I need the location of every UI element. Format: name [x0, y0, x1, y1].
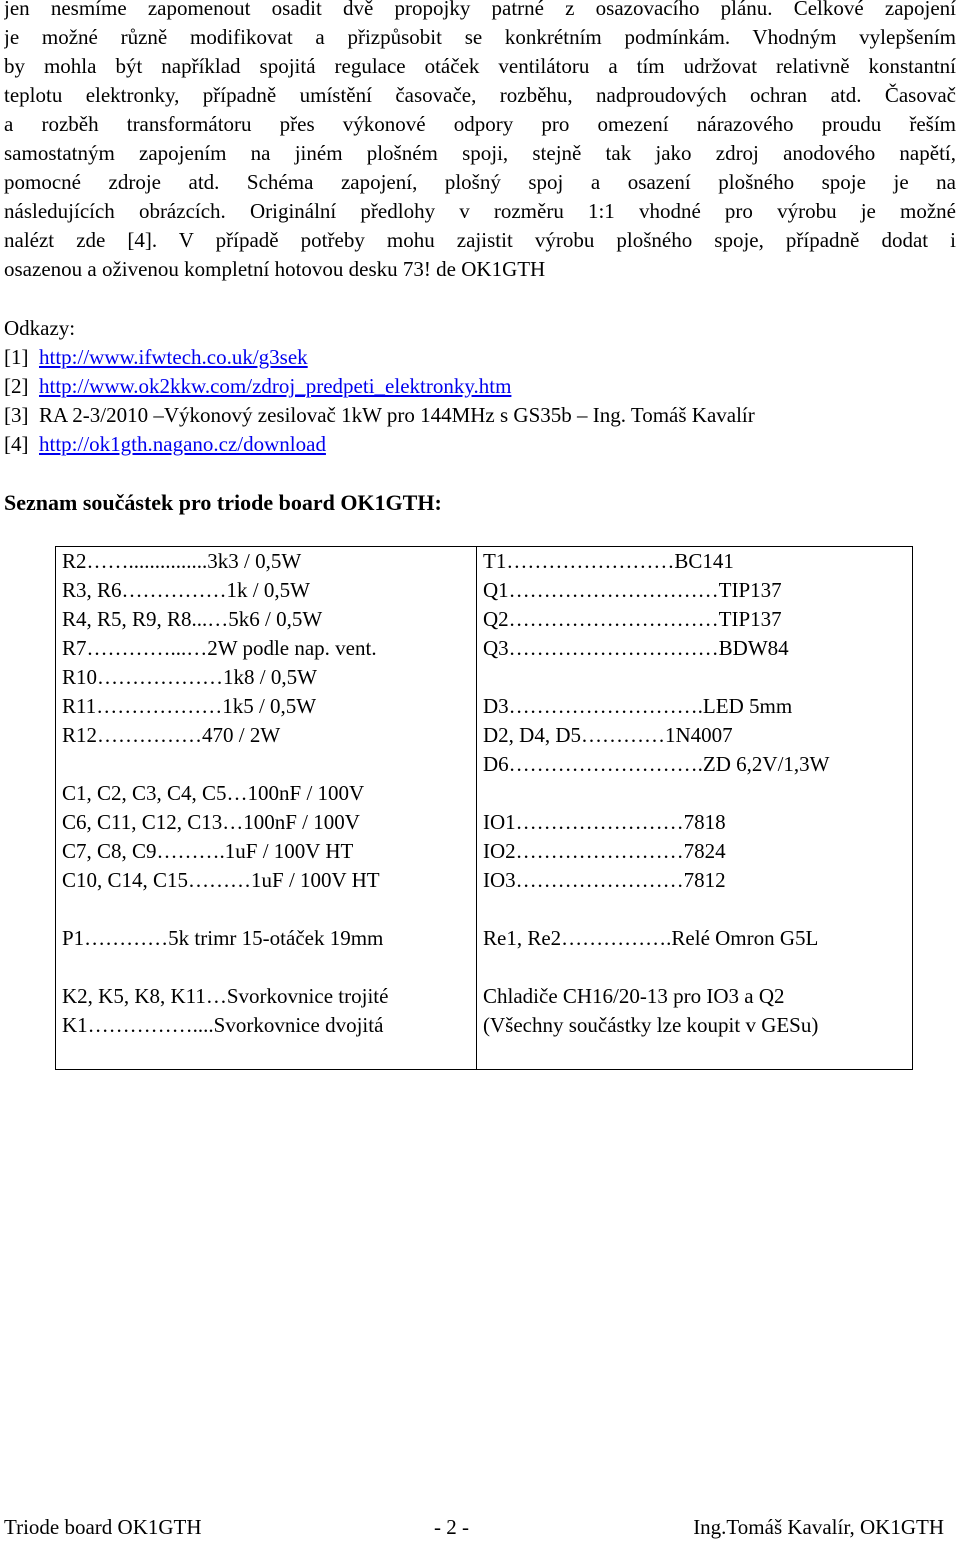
- part-entry: C1, C2, C3, C4, C5…100nF / 100V: [62, 781, 365, 805]
- part-entry: [62, 895, 470, 924]
- reference-link[interactable]: http://www.ok2kkw.com/zdroj_predpeti_elektronky.htm: [39, 374, 512, 398]
- part-entry: [62, 953, 470, 982]
- paragraph-line: je možné různě modifikovat a přizpůsobit se konkrétním podmínkám. Vhodným vylepšením: [4, 25, 956, 49]
- part-entry: [483, 953, 906, 982]
- part-entry: K1……………....Svorkovnice dvojitá: [62, 1013, 384, 1037]
- part-entry: R3, R6……………1k / 0,5W: [62, 578, 310, 602]
- part-entry: D2, D4, D5…………1N4007: [483, 723, 733, 747]
- paragraph-line: následujících obrázcích. Originální předlohy v rozměru 1:1 vhodné pro výrobu je možné: [4, 199, 956, 223]
- page-footer: [4, 1512, 944, 1542]
- references-title: Odkazy:: [4, 316, 76, 340]
- part-entry: IO3……………………7812: [483, 868, 726, 892]
- reference-number: [4]: [4, 432, 29, 456]
- reference-item: [4, 430, 956, 459]
- reference-number: [3]: [4, 403, 29, 427]
- parts-column-left: [56, 547, 477, 1070]
- paragraph-line: a rozběh transformátoru přes výkonové odpory pro omezení nárazového proudu řeším: [4, 112, 956, 136]
- body-paragraph: [4, 0, 956, 284]
- paragraph-line: osazenou a oživenou kompletní hotovou desku 73! de OK1GTH: [4, 257, 546, 281]
- part-entry: C10, C14, C15………1uF / 100V HT: [62, 868, 380, 892]
- part-entry: R11………………1k5 / 0,5W: [62, 694, 317, 718]
- reference-link[interactable]: http://www.ifwtech.co.uk/g3sek: [39, 345, 308, 369]
- reference-text: RA 2-3/2010 –Výkonový zesilovač 1kW pro 144MHz s GS35b – Ing. Tomáš Kavalír: [39, 403, 755, 427]
- part-entry: Q2…………………………TIP137: [483, 607, 782, 631]
- paragraph-line: samostatným zapojením na jiném plošném spoji, stejně tak jako zdroj anodového napětí,: [4, 141, 956, 165]
- parts-column-right: [477, 547, 913, 1070]
- reference-item: [4, 372, 956, 401]
- part-entry: T1……………………BC141: [483, 549, 734, 573]
- part-entry: [483, 895, 906, 924]
- part-entry: Re1, Re2…………….Relé Omron G5L: [483, 926, 819, 950]
- part-entry: IO1……………………7818: [483, 810, 726, 834]
- paragraph-line: jen nesmíme zapomenout osadit dvě propojky patrné z osazovacího plánu. Celkové zapojení: [4, 0, 956, 20]
- part-entry: IO2……………………7824: [483, 839, 726, 863]
- footer-author: Ing.Tomáš Kavalír, OK1GTH: [693, 1515, 944, 1539]
- part-entry: R2……...............3k3 / 0,5W: [62, 549, 302, 573]
- paragraph-line: by mohla být například spojitá regulace otáček ventilátoru a tím udržovat relativně konstantní: [4, 54, 956, 78]
- part-entry: C7, C8, C9……….1uF / 100V HT: [62, 839, 354, 863]
- part-entry: D6……………………….ZD 6,2V/1,3W: [483, 752, 830, 776]
- part-entry: K2, K5, K8, K11…Svorkovnice trojité: [62, 984, 389, 1008]
- page-number: - 2 -: [434, 1515, 469, 1539]
- reference-number: [2]: [4, 374, 29, 398]
- part-entry: R12……………470 / 2W: [62, 723, 281, 747]
- parts-table: [55, 546, 913, 1070]
- part-entry: [483, 779, 906, 808]
- part-entry: Chladiče CH16/20-13 pro IO3 a Q2: [483, 984, 785, 1008]
- part-entry: C6, C11, C12, C13…100nF / 100V: [62, 810, 360, 834]
- paragraph-line: nalézt zde [4]. V případě potřeby mohu zajistit výrobu plošného spoje, případně dodat i: [4, 228, 956, 252]
- reference-item: [4, 401, 956, 430]
- part-entry: Q1…………………………TIP137: [483, 578, 782, 602]
- part-entry: Q3…………………………BDW84: [483, 636, 789, 660]
- paragraph-line: teplotu elektronky, případně umístění časovače, rozběhu, nadproudových ochran atd. Časovač: [4, 83, 956, 107]
- footer-title: Triode board OK1GTH: [4, 1515, 202, 1539]
- part-entry: [483, 663, 906, 692]
- reference-number: [1]: [4, 345, 29, 369]
- reference-item: [4, 343, 956, 372]
- part-entry: P1…………5k trimr 15-otáček 19mm: [62, 926, 384, 950]
- part-entry: R7…………...…2W podle nap. vent.: [62, 636, 377, 660]
- part-entry: (Všechny součástky lze koupit v GESu): [483, 1013, 819, 1037]
- part-entry: R4, R5, R9, R8...…5k6 / 0,5W: [62, 607, 323, 631]
- parts-list-heading: Seznam součástek pro triode board OK1GTH:: [4, 490, 442, 515]
- part-entry: [62, 750, 470, 779]
- reference-link[interactable]: http://ok1gth.nagano.cz/download: [39, 432, 326, 456]
- references-section: [4, 314, 956, 459]
- paragraph-line: pomocné zdroje atd. Schéma zapojení, plošný spoj a osazení plošného spoje je na: [4, 170, 956, 194]
- part-entry: R10………………1k8 / 0,5W: [62, 665, 317, 689]
- part-entry: D3……………………….LED 5mm: [483, 694, 793, 718]
